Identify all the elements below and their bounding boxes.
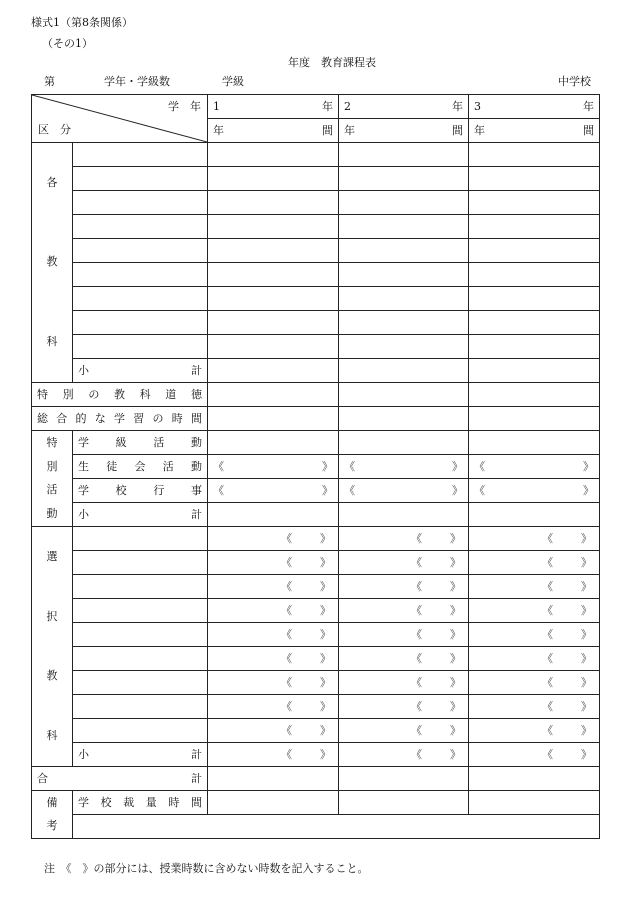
elective-hours-cell[interactable]: 《 》	[208, 623, 339, 647]
grade2-hours-header: 年 間	[339, 119, 469, 143]
form-subreference: （その1）	[42, 37, 93, 50]
elective-name-cell[interactable]	[73, 647, 208, 671]
hours-cell[interactable]	[339, 767, 469, 791]
elective-hours-cell[interactable]: 《 》	[469, 623, 600, 647]
bracket-hours-cell[interactable]: 《 》	[208, 455, 339, 479]
subject-name-cell[interactable]	[73, 335, 208, 359]
elective-subjects-label: 選 択 教 科	[32, 527, 73, 767]
elective-hours-cell[interactable]: 《 》	[469, 719, 600, 743]
elective-name-cell[interactable]	[73, 575, 208, 599]
school-events-label: 学 校 行 事	[73, 479, 208, 503]
elective-hours-cell[interactable]: 《 》	[208, 647, 339, 671]
elective-subtotal-label: 小 計	[73, 743, 208, 767]
elective-name-cell[interactable]	[73, 671, 208, 695]
hours-cell[interactable]	[469, 767, 600, 791]
subject-name-cell[interactable]	[73, 191, 208, 215]
hours-cell[interactable]	[208, 311, 339, 335]
elective-name-cell[interactable]	[73, 695, 208, 719]
hours-cell[interactable]	[469, 383, 600, 407]
elective-name-cell[interactable]	[73, 623, 208, 647]
hours-cell[interactable]	[469, 287, 600, 311]
hours-cell[interactable]	[208, 215, 339, 239]
hours-cell[interactable]	[208, 431, 339, 455]
remarks-content-cell[interactable]	[73, 815, 600, 839]
elective-name-cell[interactable]	[73, 599, 208, 623]
elective-hours-cell[interactable]: 《 》	[339, 647, 469, 671]
hours-cell[interactable]	[469, 359, 600, 383]
hours-cell[interactable]	[208, 383, 339, 407]
header-class-label: 学級	[222, 75, 244, 88]
each-subjects-subtotal-label: 小 計	[73, 359, 208, 383]
hours-cell[interactable]	[469, 191, 600, 215]
document-title: 年度 教育課程表	[288, 56, 376, 69]
hours-cell[interactable]	[208, 143, 339, 167]
bracket-hours-cell[interactable]: 《 》	[469, 479, 600, 503]
elective-hours-cell[interactable]: 《 》	[339, 599, 469, 623]
elective-hours-cell[interactable]: 《 》	[208, 527, 339, 551]
elective-name-cell[interactable]	[73, 719, 208, 743]
hours-cell[interactable]	[469, 503, 600, 527]
hours-cell[interactable]	[469, 791, 600, 815]
curriculum-table	[31, 94, 600, 839]
hours-cell[interactable]	[339, 191, 469, 215]
hours-cell[interactable]	[208, 263, 339, 287]
hours-cell[interactable]	[339, 215, 469, 239]
discretionary-time-label: 学 校 裁 量 時 間	[73, 791, 208, 815]
moral-education-label: 特 別 の 教 科 道 徳	[32, 383, 208, 407]
grade1-header: 1 年	[208, 95, 339, 119]
header-grade-class-count-label: 学年・学級数	[104, 75, 170, 88]
elective-hours-cell[interactable]: 《 》	[469, 575, 600, 599]
hours-cell[interactable]	[469, 407, 600, 431]
form-reference: 様式1（第8条関係）	[31, 16, 133, 29]
hours-cell[interactable]	[208, 287, 339, 311]
grade3-header: 3 年	[469, 95, 600, 119]
subject-name-cell[interactable]	[73, 311, 208, 335]
grand-total-label: 合 計	[32, 767, 208, 791]
elective-hours-cell[interactable]: 《 》	[469, 695, 600, 719]
elective-hours-cell[interactable]: 《 》	[339, 671, 469, 695]
hours-cell[interactable]	[469, 215, 600, 239]
hours-cell[interactable]	[469, 239, 600, 263]
elective-hours-cell[interactable]: 《 》	[208, 599, 339, 623]
hours-cell[interactable]	[339, 431, 469, 455]
special-activities-label: 特 別 活 動	[32, 431, 73, 527]
elective-hours-cell[interactable]: 《 》	[208, 671, 339, 695]
elective-hours-cell[interactable]: 《 》	[339, 527, 469, 551]
elective-hours-cell[interactable]: 《 》	[208, 743, 339, 767]
elective-name-cell[interactable]	[73, 527, 208, 551]
bracket-hours-cell[interactable]: 《 》	[208, 479, 339, 503]
hours-cell[interactable]	[339, 359, 469, 383]
hours-cell[interactable]	[339, 335, 469, 359]
hours-cell[interactable]	[469, 167, 600, 191]
hours-cell[interactable]	[208, 191, 339, 215]
table-corner-header	[32, 95, 208, 143]
student-council-label: 生 徒 会 活 動	[73, 455, 208, 479]
hours-cell[interactable]	[208, 359, 339, 383]
elective-hours-cell[interactable]: 《 》	[469, 527, 600, 551]
elective-hours-cell[interactable]: 《 》	[208, 575, 339, 599]
subject-name-cell[interactable]	[73, 287, 208, 311]
hours-cell[interactable]	[469, 431, 600, 455]
elective-hours-cell[interactable]: 《 》	[339, 551, 469, 575]
subject-name-cell[interactable]	[73, 215, 208, 239]
integrated-study-label: 総 合 的 な 学 習 の 時 間	[32, 407, 208, 431]
elective-hours-cell[interactable]: 《 》	[208, 719, 339, 743]
header-school-label: 中学校	[558, 75, 591, 88]
subject-name-cell[interactable]	[73, 239, 208, 263]
grade2-header: 2 年	[339, 95, 469, 119]
elective-name-cell[interactable]	[73, 551, 208, 575]
elective-hours-cell[interactable]: 《 》	[469, 551, 600, 575]
footnote: 注 《 》の部分には、授業時数に含めない時数を記入すること。	[44, 862, 369, 875]
hours-cell[interactable]	[208, 503, 339, 527]
hours-cell[interactable]	[339, 383, 469, 407]
hours-cell[interactable]	[339, 239, 469, 263]
class-activities-label: 学 級 活 動	[73, 431, 208, 455]
hours-cell[interactable]	[339, 311, 469, 335]
grade1-hours-header: 年 間	[208, 119, 339, 143]
elective-hours-cell[interactable]: 《 》	[339, 575, 469, 599]
hours-cell[interactable]	[208, 239, 339, 263]
each-subjects-label: 各 教 科	[32, 143, 73, 383]
bracket-hours-cell[interactable]: 《 》	[339, 479, 469, 503]
bracket-hours-cell[interactable]: 《 》	[469, 455, 600, 479]
hours-cell[interactable]	[339, 143, 469, 167]
bracket-hours-cell[interactable]: 《 》	[339, 455, 469, 479]
header-dai-label: 第	[44, 75, 55, 88]
elective-hours-cell[interactable]: 《 》	[339, 743, 469, 767]
special-activities-subtotal-label: 小 計	[73, 503, 208, 527]
elective-hours-cell[interactable]: 《 》	[339, 623, 469, 647]
hours-cell[interactable]	[208, 791, 339, 815]
corner-category-label: 区 分	[38, 123, 71, 136]
hours-cell[interactable]	[339, 263, 469, 287]
elective-hours-cell[interactable]: 《 》	[208, 695, 339, 719]
hours-cell[interactable]	[469, 311, 600, 335]
hours-cell[interactable]	[208, 335, 339, 359]
hours-cell[interactable]	[469, 143, 600, 167]
hours-cell[interactable]	[208, 767, 339, 791]
hours-cell[interactable]	[339, 791, 469, 815]
grade3-hours-header: 年 間	[469, 119, 600, 143]
elective-hours-cell[interactable]: 《 》	[469, 647, 600, 671]
elective-hours-cell[interactable]: 《 》	[208, 551, 339, 575]
hours-cell[interactable]	[339, 407, 469, 431]
remarks-label: 備 考	[32, 791, 73, 839]
hours-cell[interactable]	[339, 503, 469, 527]
hours-cell[interactable]	[339, 167, 469, 191]
corner-grade-label: 学 年	[168, 100, 201, 113]
hours-cell[interactable]	[339, 287, 469, 311]
elective-hours-cell[interactable]: 《 》	[469, 671, 600, 695]
hours-cell[interactable]	[208, 407, 339, 431]
elective-hours-cell[interactable]: 《 》	[339, 695, 469, 719]
elective-hours-cell[interactable]: 《 》	[469, 743, 600, 767]
subject-name-cell[interactable]	[73, 263, 208, 287]
elective-hours-cell[interactable]: 《 》	[469, 599, 600, 623]
hours-cell[interactable]	[469, 335, 600, 359]
subject-name-cell[interactable]	[73, 167, 208, 191]
subject-name-cell[interactable]	[73, 143, 208, 167]
hours-cell[interactable]	[469, 263, 600, 287]
elective-hours-cell[interactable]: 《 》	[339, 719, 469, 743]
hours-cell[interactable]	[208, 167, 339, 191]
